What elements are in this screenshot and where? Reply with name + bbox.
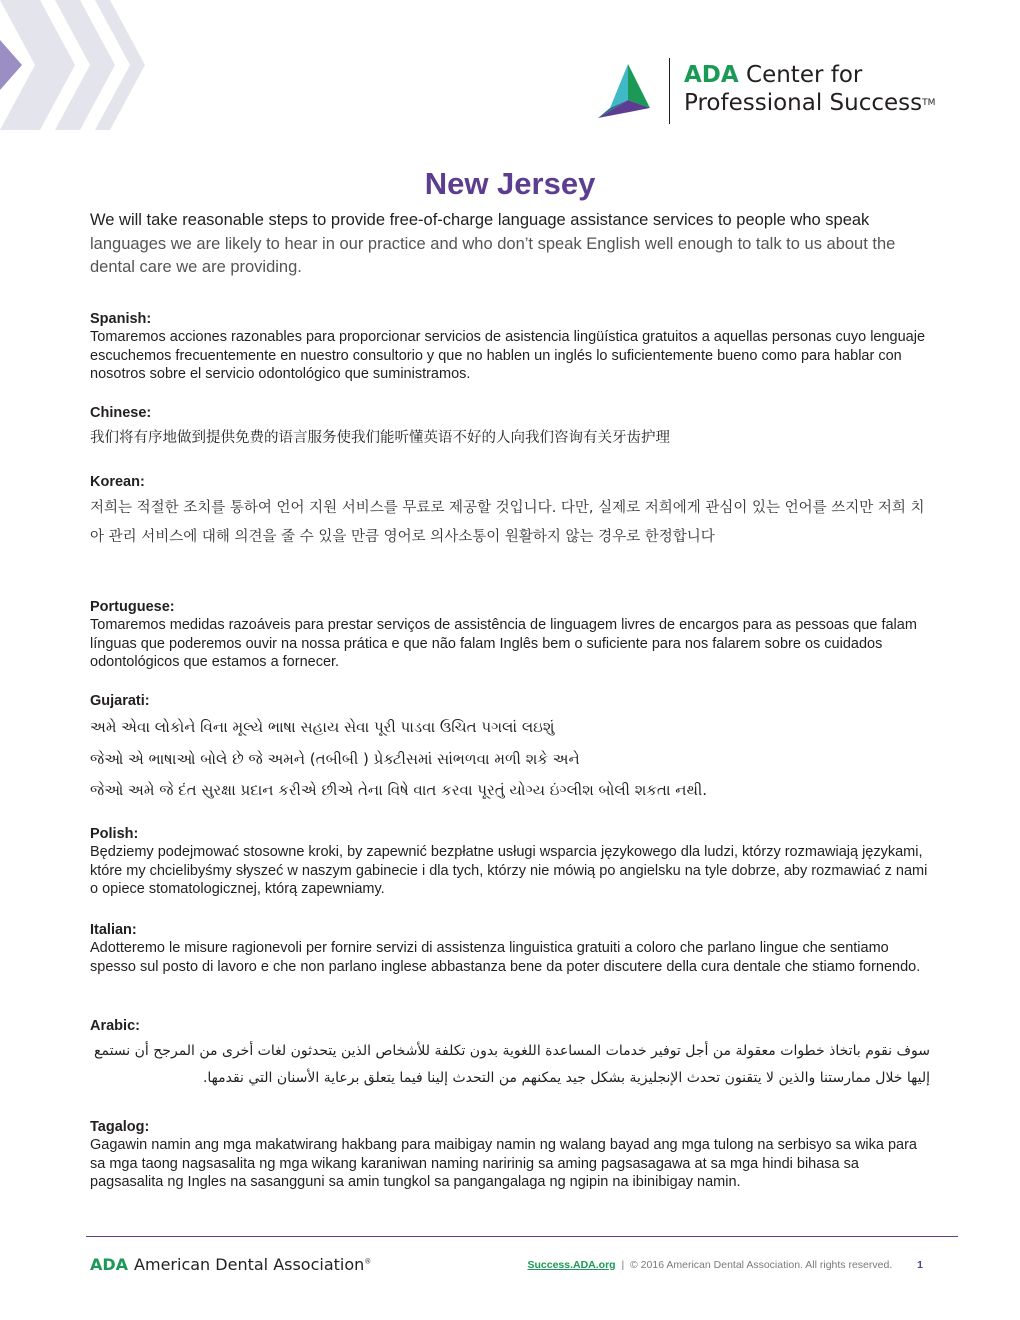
logo-brand: ADA [684, 62, 739, 88]
section-label: Arabic: [90, 1018, 140, 1034]
footer-logo-brand: ADA [90, 1255, 129, 1274]
page-number: 1 [917, 1259, 923, 1271]
logo-divider [669, 58, 670, 124]
triangle-logo-icon [598, 64, 650, 118]
gujarati-line: જેઓ એ ભાષાઓ બોલે છે જે અમને (તબીબી ) પ્રેક્ટીસમાં સાંભળવા મળી શકે અને [90, 749, 580, 768]
footer-divider [86, 1236, 958, 1237]
corner-chevron-graphic [0, 0, 150, 130]
section-text: Tomaremos acciones razonables para proporcionar servicios de asistencia lingüística gratuitos a aquellas personas cuyo lenguaje escuchemos frecuentemente en nuestro consultorio y que no hablen un inglés lo suficientemente bueno como para hablar con nosotros sobre el servicio odontológico que suministramos. [90, 329, 926, 383]
footer-logo-name: American Dental Association [134, 1255, 365, 1274]
section-label: Polish: [90, 826, 139, 842]
section-text [90, 712, 930, 807]
footer-separator: | [621, 1259, 625, 1271]
intro-paragraph [90, 209, 930, 280]
section-text: Gagawin namin ang mga makatwirang hakbang para maibigay namin ng walang bayad ang mga tulong na serbisyo sa wika para sa mga taong nagsasalita ng mga wikang karaniwan naming naririnig sa aming pagsasagawa at sa mga hindi bihasa sa pagsasalita ng Ingles na sasangguni sa amin tungkol sa pangangalaga ng ngipin na ibinibigay namin. [90, 1137, 917, 1191]
section-text: Tomaremos medidas razoáveis para prestar serviços de assistência de linguagem livres de encargos para as pessoas que falam línguas que poderemos ouvir na nossa prática e que não falam Inglês bem o suficiente para nos falarem sobre os cuidados odontológicos que estamos a fornecer. [90, 617, 917, 671]
intro-rest: languages we are likely to hear in our practice and who don’t speak English well enough to talk to us about the dental care we are providing. [90, 234, 896, 276]
section-text: Adotteremo le misure ragionevoli per fornire servizi di assistenza linguistica gratuiti a coloro che parlano lingue che sentiamo spesso sul posto di lavoro e che non parlano inglese abbastanza bene da poter discutere della cura dentale che stiamo fornendo. [90, 940, 921, 975]
section-text: سوف نقوم باتخاذ خطوات معقولة من أجل توفير خدمات المساعدة اللغوية بدون تكلفة للأشخاص الذين يتحدثون لغات أخرى من المرجح أن نستمع إليها خلال ممارستنا والذين لا يتقنون تحدث الإنجليزية بشكل جيد يمكنهم من التحدث إلينا فيما يتعلق برعاية الأسنان التي نقدمها. [94, 1043, 930, 1086]
footer-logo-reg: ® [364, 1257, 372, 1266]
section-label: Tagalog: [90, 1119, 150, 1135]
intro-lead: We will take reasonable steps to provide free-of-charge language assistance services to people who speak [90, 211, 870, 229]
ada-cps-logo [598, 58, 978, 128]
ada-footer-logo [90, 1255, 371, 1274]
gujarati-line: જેઓ અમે જે દંત સુરક્ષા પ્રદાન કરીએ છીએ તેના વિષે વાત કરવા પૂરતું યોગ્ય ઇંગ્લીશ બોલી શકતા નથી. [90, 781, 708, 799]
section-polish [90, 825, 930, 899]
logo-line2: Professional Success [684, 90, 923, 116]
section-label: Italian: [90, 922, 137, 938]
footer-copyright: © 2016 American Dental Association. All rights reserved. [630, 1259, 893, 1271]
logo-wordmark [684, 61, 935, 117]
footer-info [527, 1259, 923, 1271]
logo-line1: Center for [738, 62, 863, 88]
section-gujarati [90, 692, 930, 807]
section-text: 저희는 적절한 조치를 통하여 언어 지원 서비스를 무료로 제공할 것입니다. 다만, 실제로 저희에게 관심이 있는 언어를 쓰지만 저희 치아 관리 서비스에 대해 의견을 줄 수 있을 만큼 영어로 의사소통이 원활하지 않는 경우로 한정합니다 [90, 500, 925, 545]
section-label: Portuguese: [90, 599, 175, 615]
section-text: Będziemy podejmować stosowne kroki, by zapewnić bezpłatne usługi wsparcia językowego dla ludzi, którzy rozmawiają językami, które my chcielibyśmy słyszeć w naszym gabinecie i dla tych, którzy nie mówią po angielsku na tyle dobrze, aby rozmawiać z nami o opiece stomatologicznej, którą zapewniamy. [90, 844, 928, 898]
section-label: Spanish: [90, 311, 152, 327]
section-text: 我们将有序地做到提供免费的语言服务使我们能听懂英语不好的人向我们咨询有关牙齿护理 [90, 430, 670, 446]
section-chinese [90, 404, 930, 450]
section-italian [90, 921, 930, 976]
section-spanish [90, 310, 930, 384]
section-portuguese [90, 598, 930, 672]
gujarati-line: અમે એવા લોકોને વિના મૂલ્યે ભાષા સહાય સેવા પૂરી પાડવા ઉચિત પગલાં લઇશું [90, 718, 555, 736]
section-korean [90, 473, 930, 552]
section-label: Chinese: [90, 405, 152, 421]
success-ada-link[interactable]: Success.ADA.org [527, 1259, 616, 1271]
section-tagalog [90, 1118, 930, 1192]
section-label: Gujarati: [90, 693, 150, 709]
section-label: Korean: [90, 474, 145, 490]
logo-tm: TM [922, 98, 936, 108]
section-arabic [90, 1017, 930, 1092]
page-title: New Jersey [424, 166, 596, 201]
